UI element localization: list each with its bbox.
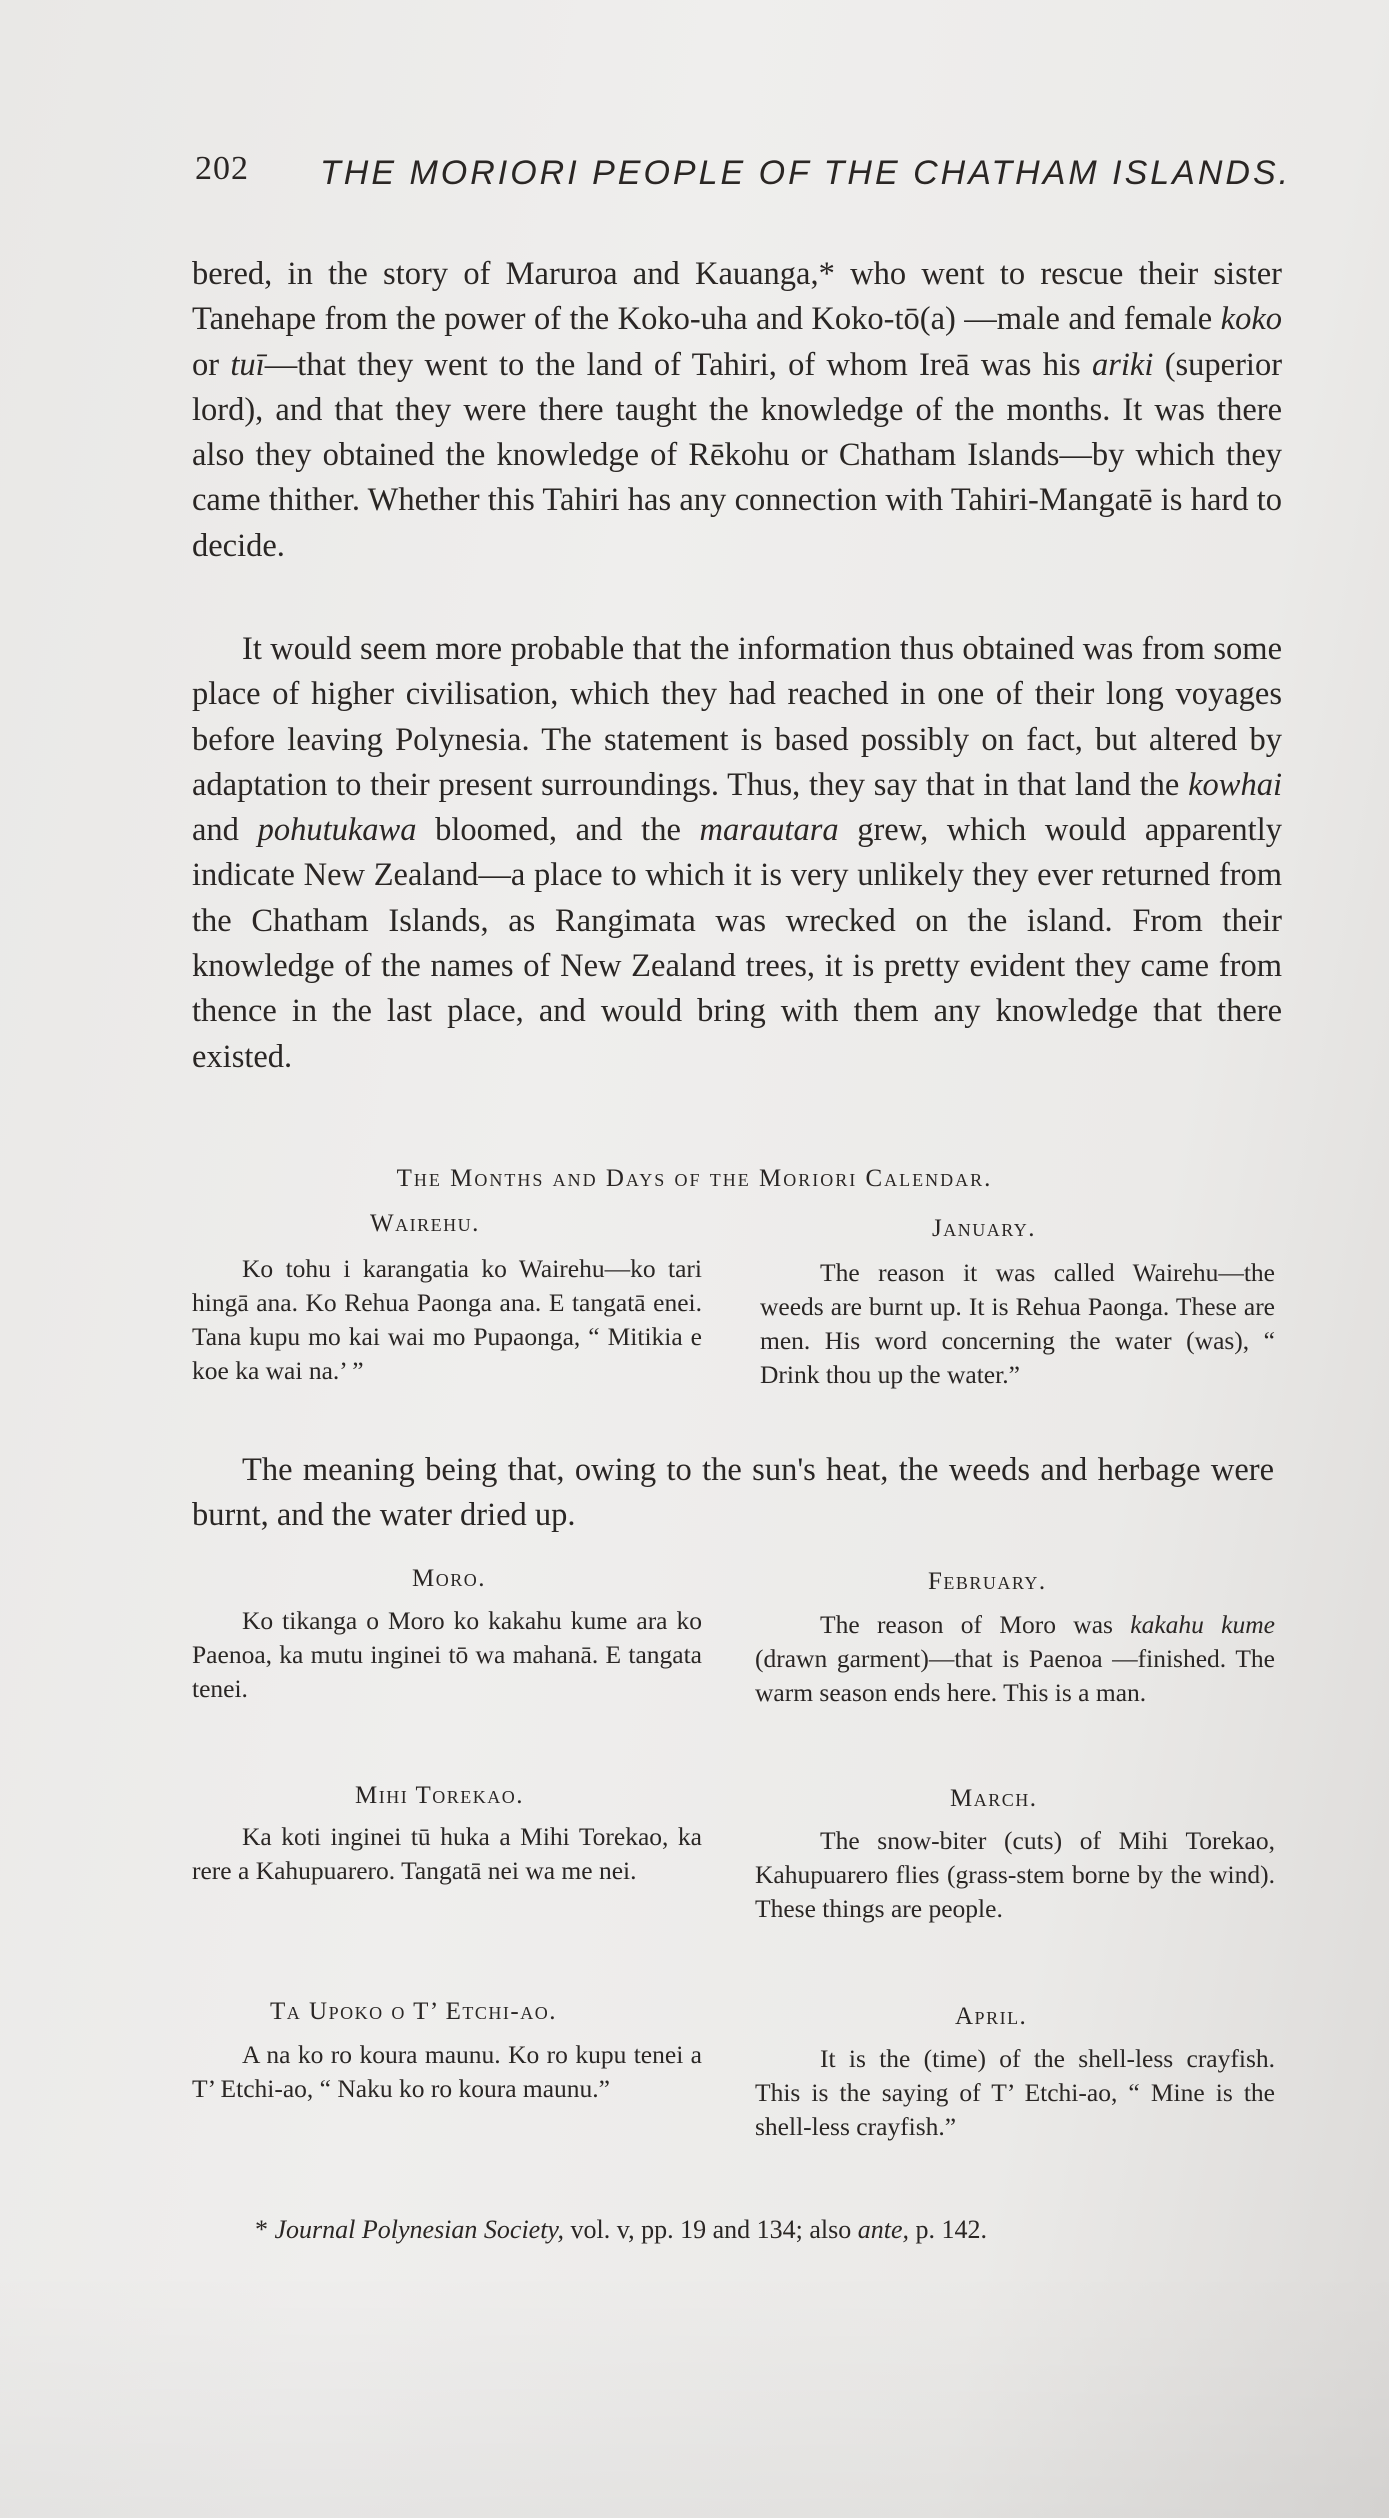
paragraph-1: bered, in the story of Maruroa and Kauanga,* who went to rescue their sister Tanehape from the power of the Koko-uha and Koko-tō(a) —male and female koko or tuī—that they went to the land of Tahiri, of whom Ireā was his ariki (superior lord), and that they were there taught the knowledge of the months. It was there also they obtained the knowledge of Rēkohu or Chatham Islands—by which they came thither. Whether this Tahiri has any connection with Tahiri-Mangatē is hard to decide. — [192, 256, 1283, 564]
english-heading-january: January. — [932, 1215, 1036, 1242]
italic-term: kakahu kume — [1130, 1610, 1275, 1639]
english-heading-april: April. — [955, 2003, 1028, 2030]
paragraph-2: It would seem more probable that the information thus obtained was from some place of higher civilisation, which they had reached in one of their long voyages before leaving Polynesia. The statement is based possibly on fact, but altered by adaptation to their present surroundings. Thus, they say that in that land the kowhai and pohutukawa bloomed, and the marautara grew, which would apparently indicate New Zealand—a place to which it is very unlikely they ever returned from the Chatham Islands, as Rangimata was wrecked on the island. From their knowledge of the names of New Zealand trees, it is pretty evident they came from thence in the last place, and would bring with them any knowledge that there existed. — [192, 631, 1282, 1075]
page-shadow — [0, 2268, 1389, 2518]
moriori-text-wairehu: Ko tohu i karangatia ko Wairehu—ko tari hingā ana. Ko Rehua Paonga ana. E tangatā enei. Tana kupu mo kai wai mo Pupaonga, “ Mitikia e koe ka wai na.’ ” — [192, 1254, 702, 1385]
moriori-text-mihi-torekao: Ka koti inginei tū huka a Mihi Torekao, ka rere a Kahupuarero. Tangatā nei wa me nei. — [192, 1822, 702, 1885]
moriori-heading-mihi-torekao: Mihi Torekao. — [355, 1782, 525, 1809]
italic-term: koko — [1220, 301, 1282, 338]
page-number: 202 — [195, 150, 249, 187]
english-heading-march: March. — [950, 1785, 1038, 1812]
italic-term: ariki — [1092, 346, 1154, 383]
footnote: * Journal Polynesian Society, vol. v, pp. 19 and 134; also ante, p. 142. — [255, 2215, 987, 2244]
moriori-text-upoko: A na ko ro koura maunu. Ko ro kupu tenei a T’ Etchi-ao, “ Naku ko ro koura maunu.” — [192, 2040, 702, 2103]
english-text-april: It is the (time) of the shell-less crayfish. This is the saying of T’ Etchi-ao, “ Mine is the shell-less crayfish.” — [755, 2044, 1275, 2141]
running-title: THE MORIORI PEOPLE OF THE CHATHAM ISLANDS. — [320, 154, 1292, 192]
moriori-heading-moro: Moro. — [412, 1565, 486, 1592]
english-text-march: The snow-biter (cuts) of Mihi Torekao, Kahupuarero flies (grass-stem borne by the wind). These things are people. — [755, 1826, 1275, 1923]
italic-term: marautara — [699, 812, 839, 849]
italic-term: kowhai — [1188, 766, 1282, 803]
english-text-february: The reason of Moro was kakahu kume (drawn garment)—that is Paenoa —finished. The warm season ends here. This is a man. — [755, 1610, 1275, 1707]
journal-title: Journal Polynesian Society, — [274, 2215, 565, 2244]
italic-term: tuī — [230, 346, 265, 383]
moriori-heading-upoko: Ta Upoko o T’ Etchi-ao. — [270, 1998, 557, 2025]
page-header — [195, 150, 1292, 210]
calendar-title: The Months and Days of the Moriori Calendar. — [396, 1165, 993, 1192]
moriori-text-moro: Ko tikanga o Moro ko kakahu kume ara ko Paenoa, ka mutu inginei tō wa mahanā. E tangata tenei. — [192, 1606, 702, 1703]
english-heading-february: February. — [928, 1568, 1047, 1595]
english-text-january: The reason it was called Wairehu—the weeds are burnt up. It is Rehua Paonga. These are men. His word concerning the water (was), “ Drink thou up the water.” — [760, 1258, 1275, 1389]
moriori-heading-wairehu: Wairehu. — [370, 1210, 480, 1237]
italic-term: pohutukawa — [257, 812, 417, 849]
paragraph-3: The meaning being that, owing to the sun's heat, the weeds and herbage were burnt, and the water dried up. — [192, 1452, 1274, 1534]
